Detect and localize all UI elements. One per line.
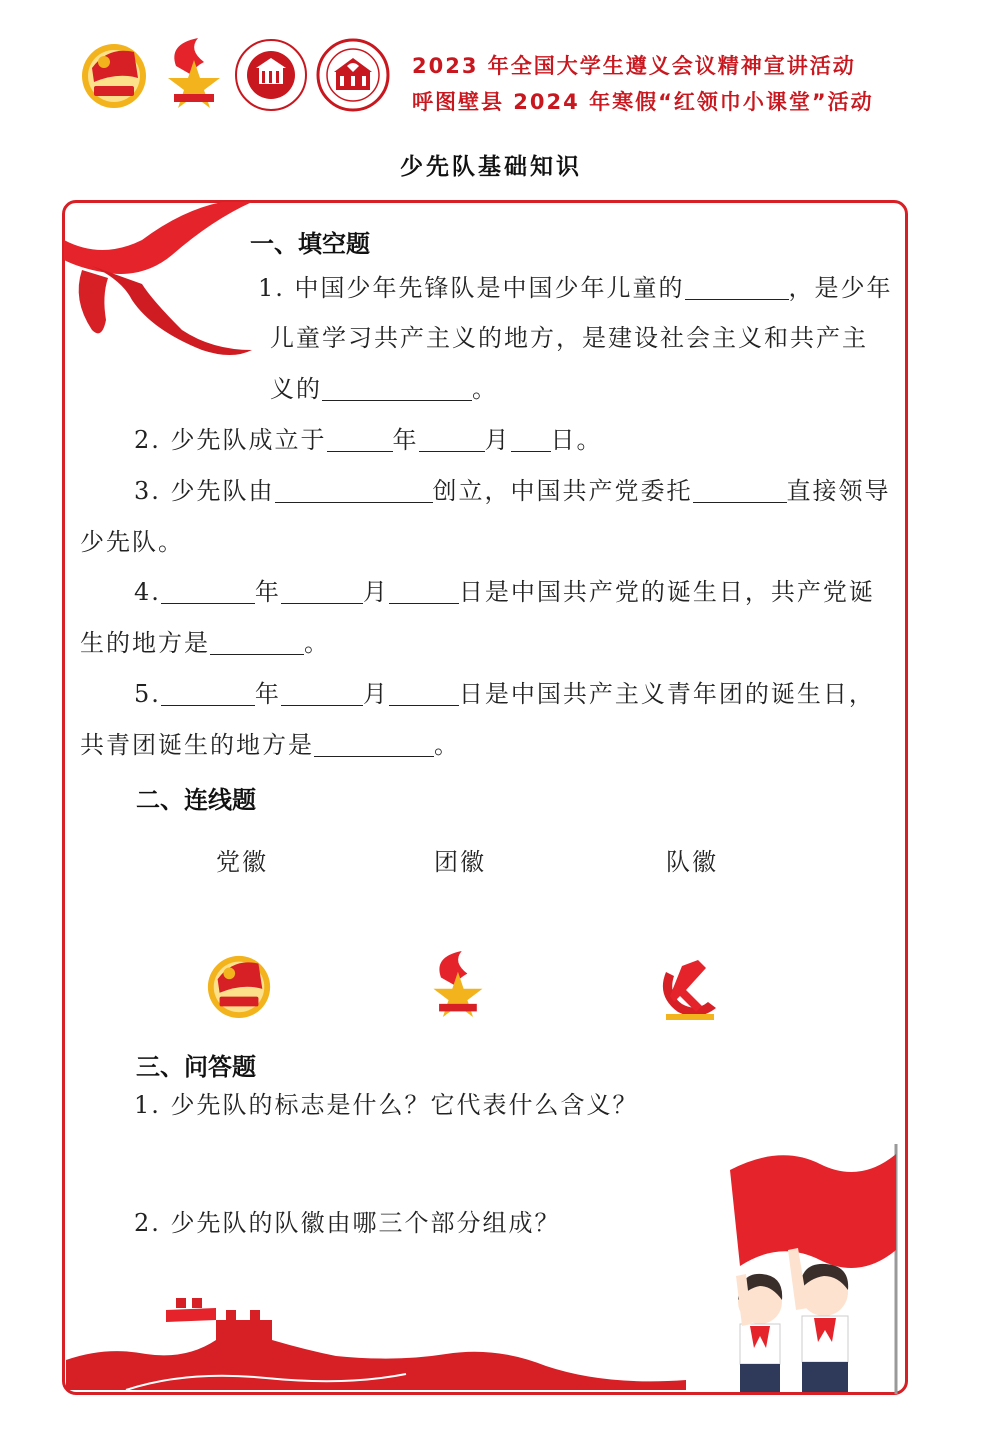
label-pioneer-emblem: 队徽	[666, 848, 718, 876]
q3-text-a: 3. 少先队由	[134, 477, 275, 505]
pioneer-emblem-icon	[424, 948, 490, 1022]
pioneer-kids-illustration	[720, 1140, 906, 1394]
q4-text-f: 。	[304, 629, 330, 657]
q2-blank-day[interactable]	[511, 427, 551, 452]
label-party-emblem: 党徽	[216, 848, 268, 876]
q4-line-2	[80, 628, 330, 658]
label-league-emblem: 团徽	[434, 848, 486, 876]
section-2-heading: 二、连线题	[136, 786, 256, 814]
q4-text-e: 生的地方是	[80, 629, 210, 657]
q5-text-f: 。	[434, 731, 460, 759]
q3-line-1	[134, 476, 891, 506]
q4-line-1	[134, 577, 875, 607]
q1-blank-1[interactable]	[685, 275, 789, 300]
q3-blank-2[interactable]	[693, 478, 787, 503]
q4-blank-year[interactable]	[161, 579, 255, 604]
q2-text-c: 月	[484, 426, 511, 454]
q5-blank-place[interactable]	[314, 732, 434, 757]
s3-question-1: 1. 少先队的标志是什么？它代表什么含义？	[134, 1091, 639, 1119]
q5-text-d: 日是中国共产主义青年团的诞生日，	[458, 680, 875, 708]
q1-line-2: 儿童学习共产主义的地方，是建设社会主义和共产主	[270, 324, 868, 352]
q5-line-1	[134, 679, 875, 709]
q2-blank-year[interactable]	[327, 427, 393, 452]
q5-text-c: 月	[362, 680, 389, 708]
q5-text-b: 年	[254, 680, 281, 708]
party-emblem[interactable]	[652, 956, 728, 1024]
section-1-heading: 一、填空题	[250, 230, 370, 258]
q5-text-a: 5.	[134, 680, 161, 708]
s3-question-2: 2. 少先队的队徽由哪三个部分组成？	[134, 1209, 561, 1237]
q4-text-c: 月	[362, 578, 389, 606]
q4-blank-month[interactable]	[281, 579, 363, 604]
q5-blank-day[interactable]	[389, 681, 459, 706]
logo-volunteer-seal	[316, 38, 390, 112]
law-school-volunteer-seal-icon	[316, 38, 390, 112]
youth-league-emblem-icon	[204, 950, 274, 1020]
logo-pioneer	[158, 36, 228, 112]
youth-league-emblem[interactable]	[204, 950, 274, 1020]
logo-youth-league	[78, 38, 150, 110]
page-title: 少先队基础知识	[400, 154, 582, 180]
q1-line-3	[270, 374, 498, 404]
q4-blank-place[interactable]	[210, 630, 304, 655]
pioneer-kids-flag-icon	[720, 1140, 906, 1394]
red-scarf-icon	[62, 200, 262, 360]
q3-text-c: 直接领导	[786, 477, 891, 505]
q2-text-b: 年	[392, 426, 419, 454]
q5-blank-month[interactable]	[281, 681, 363, 706]
q5-blank-year[interactable]	[161, 681, 255, 706]
q5-line-2	[80, 730, 460, 760]
q4-text-a: 4.	[134, 578, 161, 606]
q4-text-b: 年	[254, 578, 281, 606]
q2-text-d: 日。	[550, 426, 603, 454]
great-wall-decoration	[66, 1290, 686, 1392]
logo-university-seal	[234, 38, 308, 112]
q2-blank-month[interactable]	[419, 427, 485, 452]
q2-text-a: 2. 少先队成立于	[134, 426, 327, 454]
q1-text-a: 1. 中国少年先锋队是中国少年儿童的	[258, 274, 685, 302]
q1-text-b: ，是少年	[788, 274, 893, 302]
section-3-heading: 三、问答题	[136, 1053, 256, 1081]
q4-blank-day[interactable]	[389, 579, 459, 604]
q2-line	[134, 425, 603, 455]
youth-league-badge-icon	[78, 38, 150, 110]
university-law-school-seal-icon	[234, 38, 308, 112]
q1-line-1	[258, 273, 893, 303]
q1-text-e: 。	[472, 375, 498, 403]
header-line-1: 2023 年全国大学生遵义会议精神宣讲活动	[412, 54, 856, 78]
q3-text-b: 创立，中国共产党委托	[432, 477, 693, 505]
party-emblem-icon	[652, 956, 728, 1024]
q3-blank-1[interactable]	[275, 478, 433, 503]
q5-text-e: 共青团诞生的地方是	[80, 731, 314, 759]
q4-text-d: 日是中国共产党的诞生日，共产党诞	[458, 578, 875, 606]
header-line-2: 呼图壁县 2024 年寒假“红领巾小课堂”活动	[412, 90, 874, 114]
great-wall-icon	[66, 1290, 686, 1392]
pioneer-badge-icon	[158, 36, 228, 112]
q3-line-2: 少先队。	[80, 528, 184, 556]
q1-blank-2[interactable]	[322, 376, 472, 401]
pioneer-emblem[interactable]	[424, 948, 490, 1022]
red-scarf-decoration	[62, 200, 262, 360]
q1-text-d: 义的	[270, 375, 322, 403]
